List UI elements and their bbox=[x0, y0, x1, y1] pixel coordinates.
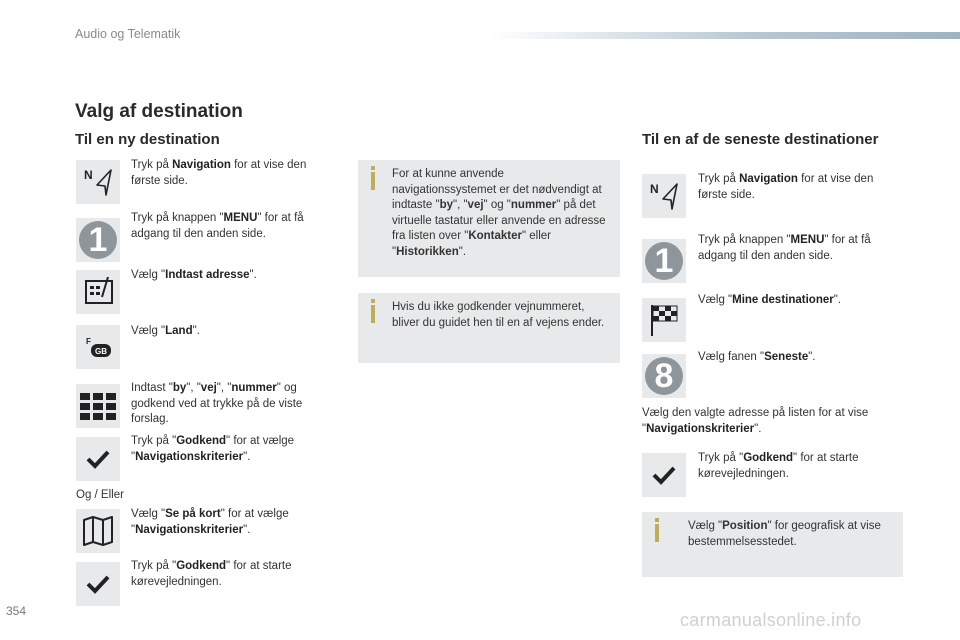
svg-text:N: N bbox=[650, 182, 659, 196]
country-icon-f: F bbox=[86, 337, 91, 346]
select-address-text: Vælg den valgte adresse på listen for at vise "Navigationskriterier". bbox=[642, 407, 869, 435]
info-box-position-text: Vælg "Position" for geografisk at vise bestemmelsesstedet. bbox=[688, 520, 881, 548]
map-icon bbox=[76, 509, 120, 553]
bold-term: Seneste bbox=[764, 351, 809, 363]
check-icon bbox=[76, 562, 120, 606]
step-1-badge bbox=[76, 218, 120, 262]
left-step-5-text: Indtast "by", "vej", "nummer" og godkend ved at trykke på de viste forslag. bbox=[131, 382, 303, 425]
or-label: Og / Eller bbox=[76, 489, 124, 501]
right-step-2-text: Tryk på knappen "MENU" for at få adgang til den anden side. bbox=[698, 234, 871, 262]
info-box-address-text: For at kunne anvende navigationssystemet er det nødvendigt at indtaste "by", "vej" og "nummer" på det virtuelle tastatur eller anvende en adresse fra listen over "Kontakter" eller "Historikken". bbox=[392, 168, 606, 258]
bold-term: Navigation bbox=[172, 159, 231, 171]
page-title: Valg af destination bbox=[75, 101, 243, 122]
page-number: 354 bbox=[6, 604, 27, 618]
navigation-icon bbox=[642, 174, 686, 218]
keyboard-icon bbox=[76, 384, 120, 428]
bold-term: Navigationskriterier bbox=[646, 422, 755, 435]
bold-term: Godkend bbox=[176, 560, 227, 572]
left-step-1-text: Tryk på Navigation for at vise den første side. bbox=[131, 159, 307, 187]
right-step-1-text: Tryk på Navigation for at vise den første side. bbox=[698, 173, 874, 201]
info-box-position bbox=[642, 512, 903, 577]
right-step-4-text: Vælg fanen "Seneste". bbox=[698, 351, 816, 363]
watermark: carmanualsonline.info bbox=[680, 610, 862, 630]
checkered-flag-icon bbox=[642, 298, 686, 342]
right-step-3-text: Vælg "Mine destinationer". bbox=[698, 294, 842, 306]
country-icon-gb: GB bbox=[95, 347, 107, 356]
info-icon bbox=[371, 172, 375, 190]
bold-term: Mine destinationer bbox=[732, 294, 834, 306]
bold-term: Navigationskriterier bbox=[135, 450, 244, 463]
info-icon bbox=[655, 524, 659, 542]
section-header: Audio og Telematik bbox=[75, 27, 181, 41]
step-1-badge bbox=[642, 239, 686, 283]
bold-term: MENU bbox=[790, 234, 825, 246]
info-box-road-number bbox=[358, 293, 620, 363]
step-number: 1 bbox=[88, 220, 108, 259]
left-step-3-text: Vælg "Indtast adresse". bbox=[131, 269, 257, 281]
bold-term: vej bbox=[467, 199, 484, 211]
bold-term: Navigationskriterier bbox=[135, 523, 244, 536]
bold-term: vej bbox=[200, 382, 217, 394]
left-step-6-text: Tryk på "Godkend" for at vælge "Navigationskriterier". bbox=[131, 435, 295, 463]
step-number: 8 bbox=[654, 356, 674, 395]
bold-term: Navigation bbox=[739, 173, 798, 185]
info-box-road-number-text: Hvis du ikke godkender vejnummeret, bliver du guidet hen til en af vejens ender. bbox=[392, 301, 605, 329]
step-8-badge bbox=[642, 354, 686, 398]
bold-term: Kontakter bbox=[468, 230, 522, 242]
left-step-7-text: Vælg "Se på kort" for at vælge "Navigationskriterier". bbox=[131, 508, 289, 536]
bold-term: by bbox=[439, 199, 453, 211]
navigation-icon bbox=[76, 160, 120, 204]
right-step-5-text: Tryk på "Godkend" for at starte kørevejledningen. bbox=[698, 452, 859, 480]
check-icon bbox=[76, 437, 120, 481]
bold-term: by bbox=[172, 382, 187, 394]
bold-term: Position bbox=[722, 520, 768, 532]
section-title-new: Til en ny destination bbox=[75, 131, 220, 148]
bold-term: Indtast adresse bbox=[165, 269, 250, 281]
left-step-2-text: Tryk på knappen "MENU" for at få adgang til den anden side. bbox=[131, 212, 304, 240]
bold-term: Se på kort bbox=[165, 508, 221, 520]
header-bar bbox=[490, 32, 960, 39]
check-icon bbox=[642, 453, 686, 497]
address-entry-icon bbox=[76, 270, 120, 314]
country-icon bbox=[76, 325, 120, 369]
bold-term: nummer bbox=[231, 382, 277, 394]
bold-term: Godkend bbox=[743, 452, 794, 464]
left-step-8-text: Tryk på "Godkend" for at starte kørevejledningen. bbox=[131, 560, 292, 588]
section-title-recent: Til en af de seneste destinationer bbox=[642, 131, 879, 148]
bold-term: Land bbox=[165, 325, 193, 337]
bold-term: Godkend bbox=[176, 435, 227, 447]
left-step-4-text: Vælg "Land". bbox=[131, 325, 200, 337]
bold-term: nummer bbox=[510, 199, 557, 211]
info-icon bbox=[371, 305, 375, 323]
step-number: 1 bbox=[654, 241, 674, 280]
info-box-address bbox=[358, 160, 620, 277]
bold-term: MENU bbox=[223, 212, 258, 224]
svg-text:N: N bbox=[84, 168, 93, 182]
bold-term: Historikken bbox=[396, 245, 459, 258]
